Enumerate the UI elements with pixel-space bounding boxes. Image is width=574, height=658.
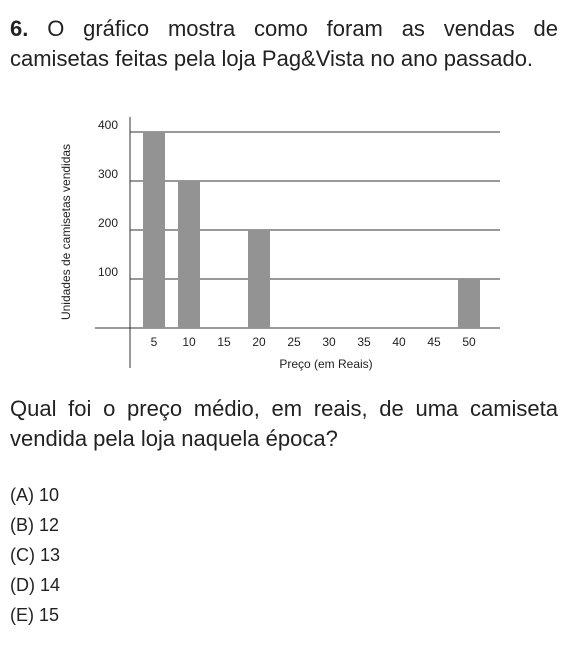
option-d[interactable]: (D) 14 [10, 575, 61, 595]
x-tick-label: 25 [287, 335, 301, 349]
option-e[interactable]: (E) 15 [10, 605, 60, 625]
option-a[interactable]: (A) 10 [10, 485, 60, 505]
option-c[interactable]: (C) 13 [10, 545, 61, 565]
bar [458, 279, 480, 328]
y-tick-label: 300 [97, 167, 118, 181]
x-tick-label: 10 [182, 335, 196, 349]
x-tick-label: 40 [392, 335, 406, 349]
x-axis-label: Preço (em Reais) [279, 357, 373, 371]
x-tick-label: 45 [427, 335, 441, 349]
y-axis-label: Unidades de camisetas vendidas [59, 143, 73, 321]
x-tick-label: 20 [252, 335, 266, 349]
bar [248, 230, 270, 328]
y-tick-label: 400 [97, 118, 118, 132]
y-tick-label: 100 [97, 265, 118, 279]
question-prompt: Qual foi o preço médio, em reais, de uma camiseta vendida pela loja naquela época? [10, 396, 558, 451]
bar [178, 181, 200, 328]
x-tick-label: 35 [357, 335, 371, 349]
x-tick-label: 5 [150, 335, 158, 349]
answer-options [10, 480, 60, 630]
x-tick-label: 30 [322, 335, 336, 349]
y-tick-label: 200 [97, 216, 118, 230]
bar [143, 132, 165, 328]
option-b[interactable]: (B) 12 [10, 515, 60, 535]
question-body: O gráfico mostra como foram as vendas de camisetas feitas pela loja Pag&Vista no ano passado. [10, 16, 558, 71]
x-tick-label: 50 [462, 335, 476, 349]
question-number: 6. [10, 16, 29, 41]
x-tick-label: 15 [217, 335, 231, 349]
